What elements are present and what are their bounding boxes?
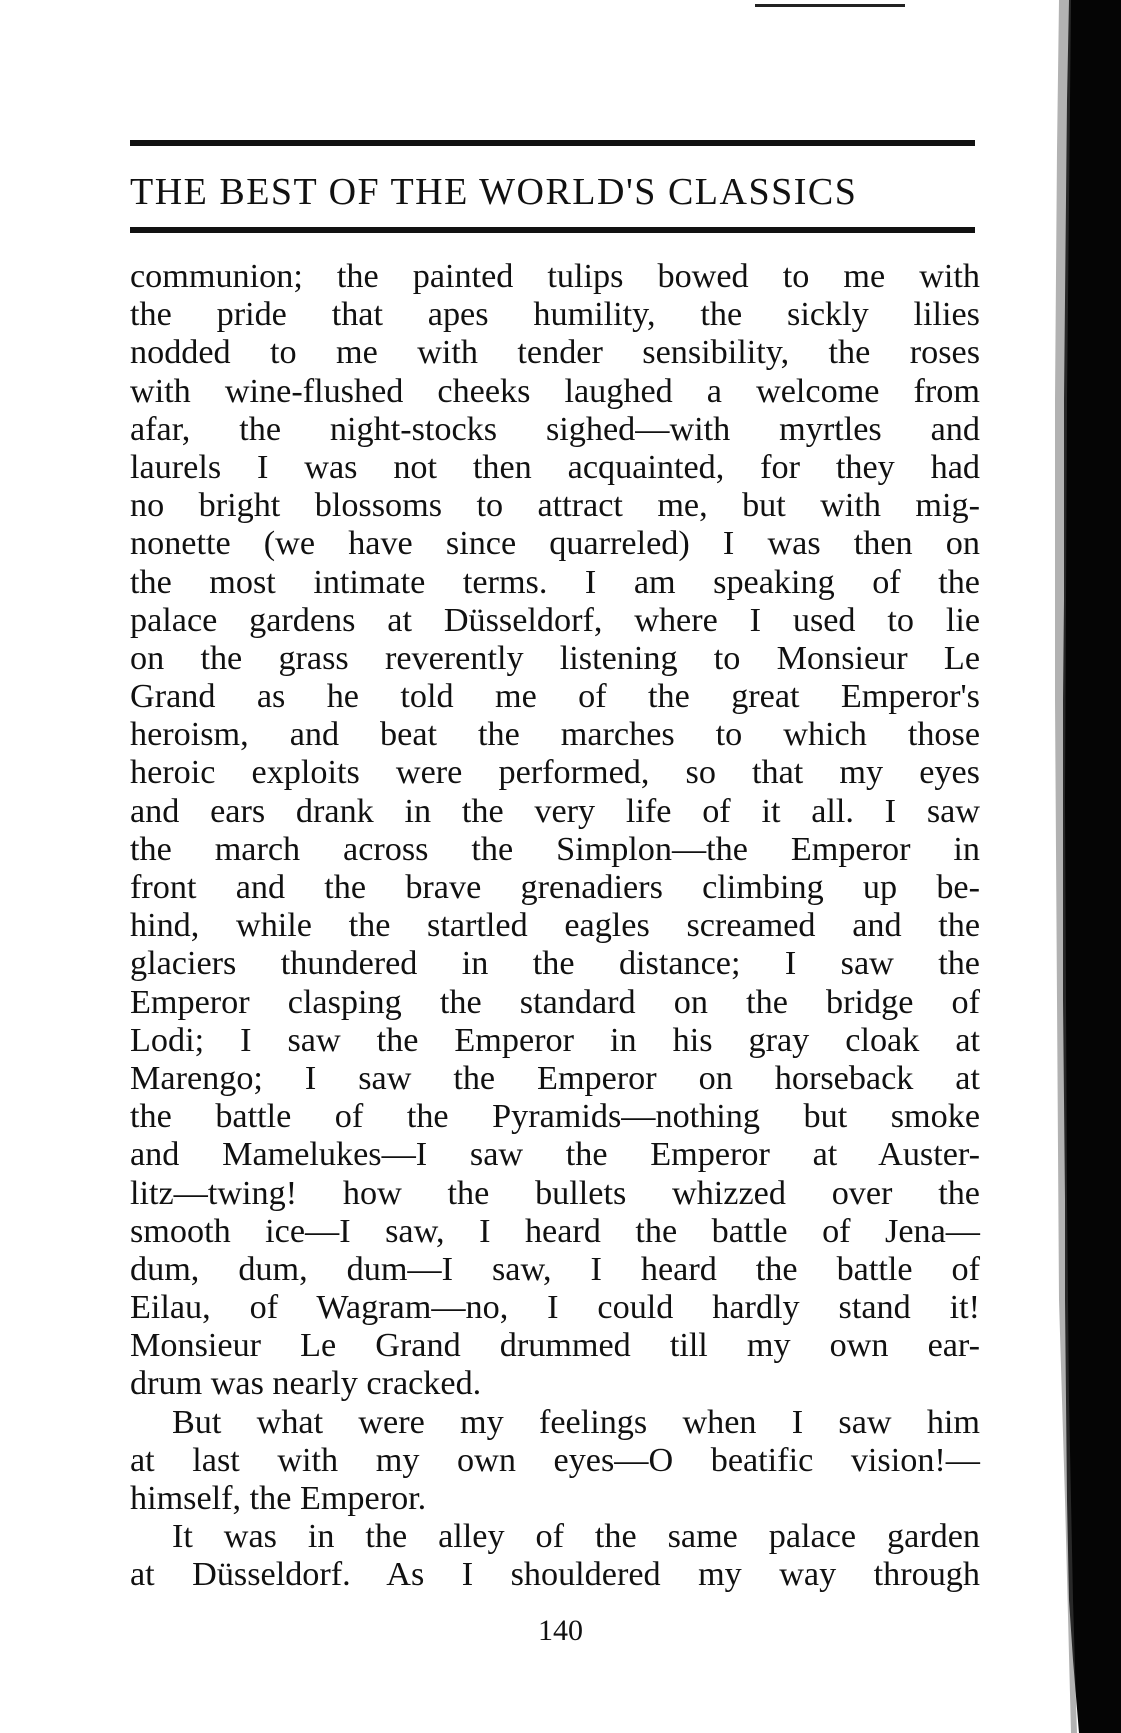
- text-line: the pride that apes humility, the sickly lilies: [130, 296, 980, 334]
- binding-edge: [1029, 0, 1121, 1733]
- text-line: the battle of the Pyramids—nothing but smoke: [130, 1098, 980, 1136]
- text-line: laurels I was not then acquainted, for they had: [130, 448, 980, 486]
- text-line: Lodi; I saw the Emperor in his gray cloak at: [130, 1021, 980, 1059]
- text-line: communion; the painted tulips bowed to me with: [130, 258, 980, 295]
- text-line: dum, dum, dum—I saw, I heard the battle of: [130, 1250, 980, 1288]
- text-line: at last with my own eyes—O beatific vision!—: [130, 1441, 980, 1479]
- text-line: But what were my feelings when I saw him: [172, 1403, 980, 1441]
- text-line: Eilau, of Wagram—no, I could hardly stand it!: [130, 1289, 980, 1327]
- text-line: front and the brave grenadiers climbing up be-: [130, 869, 980, 906]
- text-line: Grand as he told me of the great Emperor's: [130, 678, 980, 716]
- text-line: with wine-flushed cheeks laughed a welcome from: [130, 372, 980, 410]
- text-line: on the grass reverently listening to Monsieur Le: [130, 639, 980, 677]
- text-line: nonette (we have since quarreled) I was then on: [130, 525, 980, 563]
- page-number: 140: [538, 1614, 583, 1647]
- text-line: Monsieur Le Grand drummed till my own ear-: [130, 1327, 980, 1365]
- text-line: drum was nearly cracked.: [130, 1365, 482, 1403]
- text-line: glaciers thundered in the distance; I saw the: [130, 945, 980, 983]
- text-line: palace gardens at Düsseldorf, where I used to lie: [130, 601, 980, 639]
- text-line: nodded to me with tender sensibility, the roses: [130, 334, 980, 372]
- text-line: himself, the Emperor.: [130, 1480, 427, 1517]
- text-line: and Mamelukes—I saw the Emperor at Auster-: [130, 1136, 980, 1174]
- scan-top-mark: [755, 4, 905, 7]
- text-line: smooth ice—I saw, I heard the battle of Jena—: [130, 1212, 980, 1250]
- text-line: the most intimate terms. I am speaking of the: [130, 563, 980, 601]
- text-line: Emperor clasping the standard on the bridge of: [130, 983, 980, 1021]
- text-line: litz—twing! how the bullets whizzed over the: [130, 1174, 980, 1212]
- text-line: heroic exploits were performed, so that my eyes: [130, 754, 980, 792]
- header-bottom-rule: [130, 227, 975, 233]
- text-line: the march across the Simplon—the Emperor in: [130, 830, 980, 868]
- text-line: hind, while the startled eagles screamed and the: [130, 907, 980, 945]
- text-line: afar, the night-stocks sighed—with myrtles and: [130, 410, 980, 448]
- text-line: no bright blossoms to attract me, but with mig-: [130, 487, 980, 525]
- text-line: at Düsseldorf. As I shouldered my way through: [130, 1556, 980, 1594]
- text-line: heroism, and beat the marches to which those: [130, 716, 980, 754]
- text-line: It was in the alley of the same palace garden: [172, 1518, 980, 1556]
- text-line: and ears drank in the very life of it all. I saw: [130, 792, 980, 830]
- body-text: [130, 258, 980, 1595]
- header-top-rule: [130, 140, 975, 146]
- running-head: THE BEST OF THE WORLD'S CLASSICS: [130, 171, 858, 213]
- text-line: Marengo; I saw the Emperor on horseback at: [130, 1059, 980, 1097]
